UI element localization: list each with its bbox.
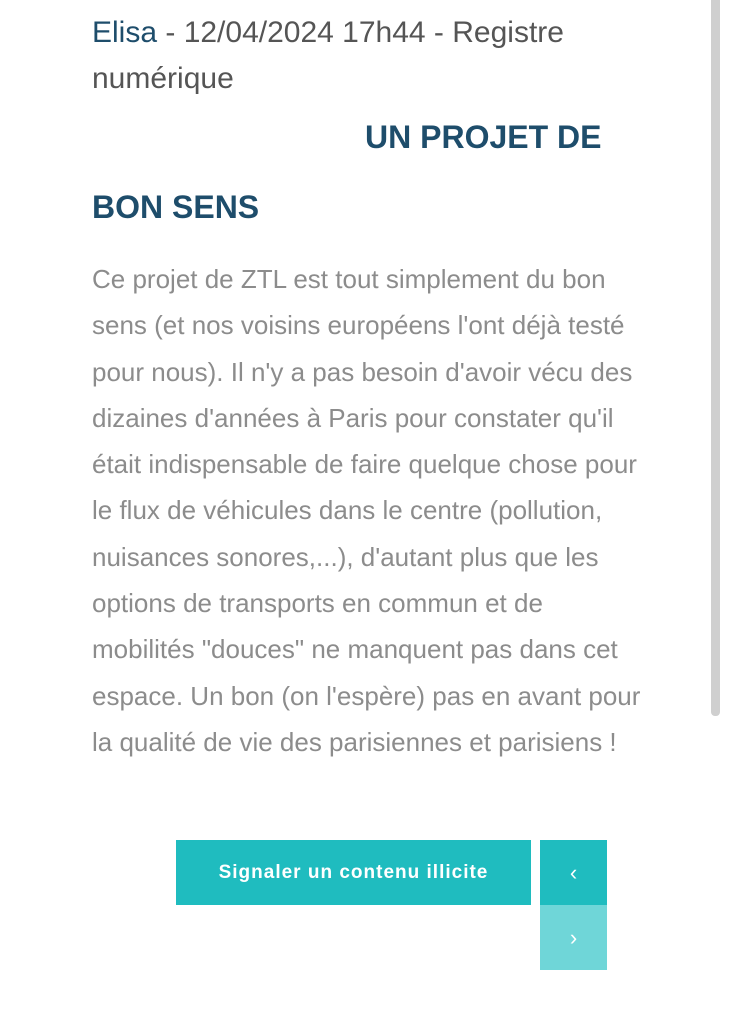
comment-meta xyxy=(92,10,648,102)
comment-title-line2: BON SENS xyxy=(92,189,260,225)
scrollbar[interactable] xyxy=(711,0,720,716)
comment-author: Elisa xyxy=(92,16,158,49)
comment-title-line1: UN PROJET DE xyxy=(365,119,602,155)
next-button[interactable] xyxy=(540,905,607,970)
comment-body: Ce projet de ZTL est tout simplement du bon sens (et nos voisins européens l'ont déjà testé pour nous). Il n'y a pas besoin d'avoir vécu des dizaines d'années à Paris pour constater qu'il était indispensable de faire quelque chose pour le flux de véhicules dans le centre (pollution, nuisances sonores,...), d'autant plus que les options de transports en commun et de mobilités "douces" ne manquent pas dans cet espace. Un bon (on l'espère) pas en avant pour la qualité de vie des parisiennes et parisiens ! xyxy=(92,264,641,757)
chevron-left-icon: ‹ xyxy=(569,859,578,885)
report-illicit-content-button[interactable]: Signaler un contenu illicite xyxy=(176,840,531,905)
comment-title xyxy=(92,102,648,242)
comment-card xyxy=(92,10,648,765)
chevron-right-icon: › xyxy=(569,924,578,950)
comment-date-source: - 12/04/2024 17h44 - Registre numérique xyxy=(92,16,564,95)
previous-button[interactable] xyxy=(540,840,607,905)
